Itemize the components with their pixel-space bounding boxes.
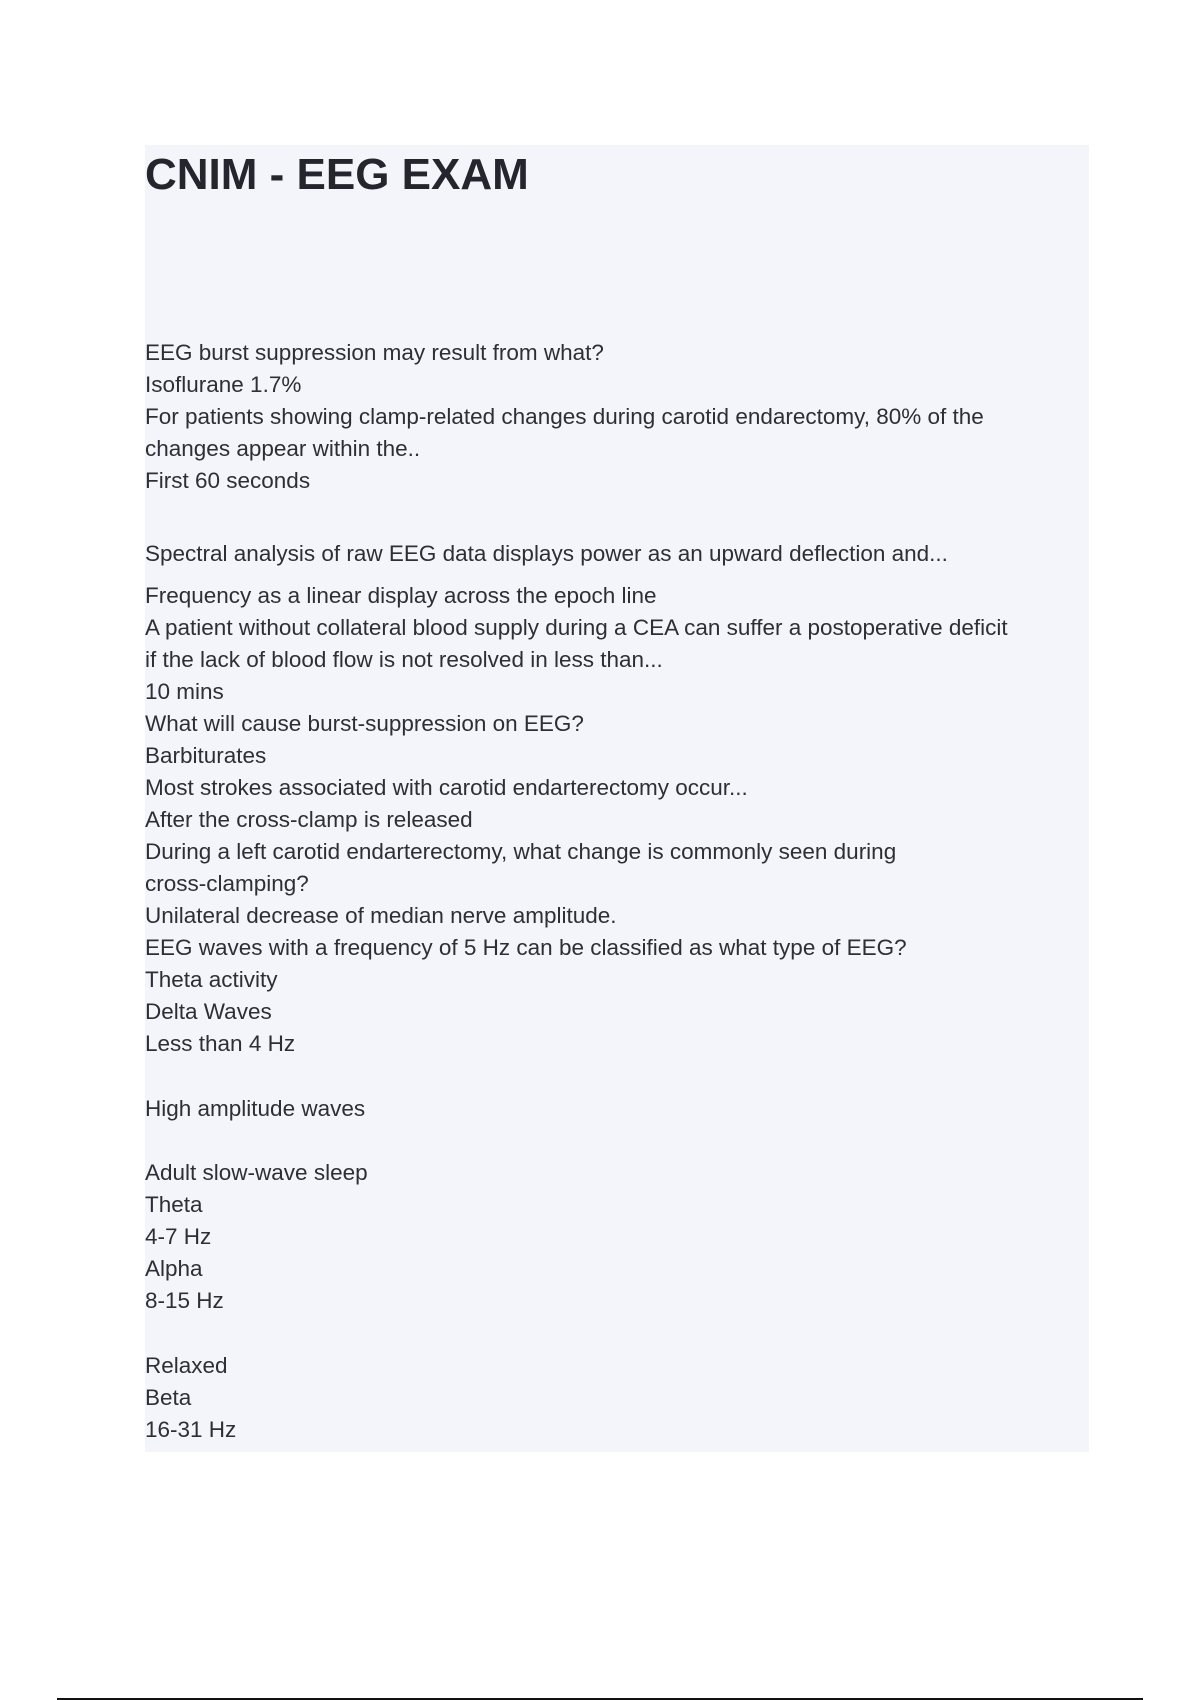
text-line: Alpha <box>145 1256 203 1281</box>
text-line: Beta <box>145 1385 192 1410</box>
text-line: After the cross-clamp is released <box>145 807 473 832</box>
text-line: Most strokes associated with carotid endarterectomy occur... <box>145 775 748 800</box>
text-line: Less than 4 Hz <box>145 1031 296 1056</box>
document-content-area <box>145 145 1089 1452</box>
text-line: EEG burst suppression may result from what? <box>145 340 604 365</box>
text-line: What will cause burst-suppression on EEG? <box>145 711 584 736</box>
text-line: 16-31 Hz <box>145 1417 237 1442</box>
text-line: cross-clamping? <box>145 871 309 896</box>
text-line: Theta <box>145 1192 203 1217</box>
text-line: Isoflurane 1.7% <box>145 372 302 397</box>
text-line: For patients showing clamp-related changes during carotid endarectomy, 80% of the <box>145 404 984 429</box>
text-line: A patient without collateral blood supply during a CEA can suffer a postoperative deficit <box>145 615 1008 640</box>
text-line: Relaxed <box>145 1353 228 1378</box>
text-line: Theta activity <box>145 967 278 992</box>
text-line: Spectral analysis of raw EEG data displays power as an upward deflection and... <box>145 541 948 566</box>
text-line: First 60 seconds <box>145 468 311 493</box>
document-title: CNIM - EEG EXAM <box>145 150 529 199</box>
text-line: 4-7 Hz <box>145 1224 212 1249</box>
text-line: Unilateral decrease of median nerve amplitude. <box>145 903 617 928</box>
text-line: Frequency as a linear display across the epoch line <box>145 583 657 608</box>
text-line: 8-15 Hz <box>145 1288 224 1313</box>
text-line: Delta Waves <box>145 999 272 1024</box>
text-line: Barbiturates <box>145 743 267 768</box>
text-line: if the lack of blood flow is not resolved in less than... <box>145 647 663 672</box>
text-line: Adult slow-wave sleep <box>145 1160 368 1185</box>
text-line: changes appear within the.. <box>145 436 421 461</box>
text-line: EEG waves with a frequency of 5 Hz can be classified as what type of EEG? <box>145 935 907 960</box>
text-line: 10 mins <box>145 679 224 704</box>
text-line: High amplitude waves <box>145 1096 366 1121</box>
text-line: During a left carotid endarterectomy, what change is commonly seen during <box>145 839 897 864</box>
